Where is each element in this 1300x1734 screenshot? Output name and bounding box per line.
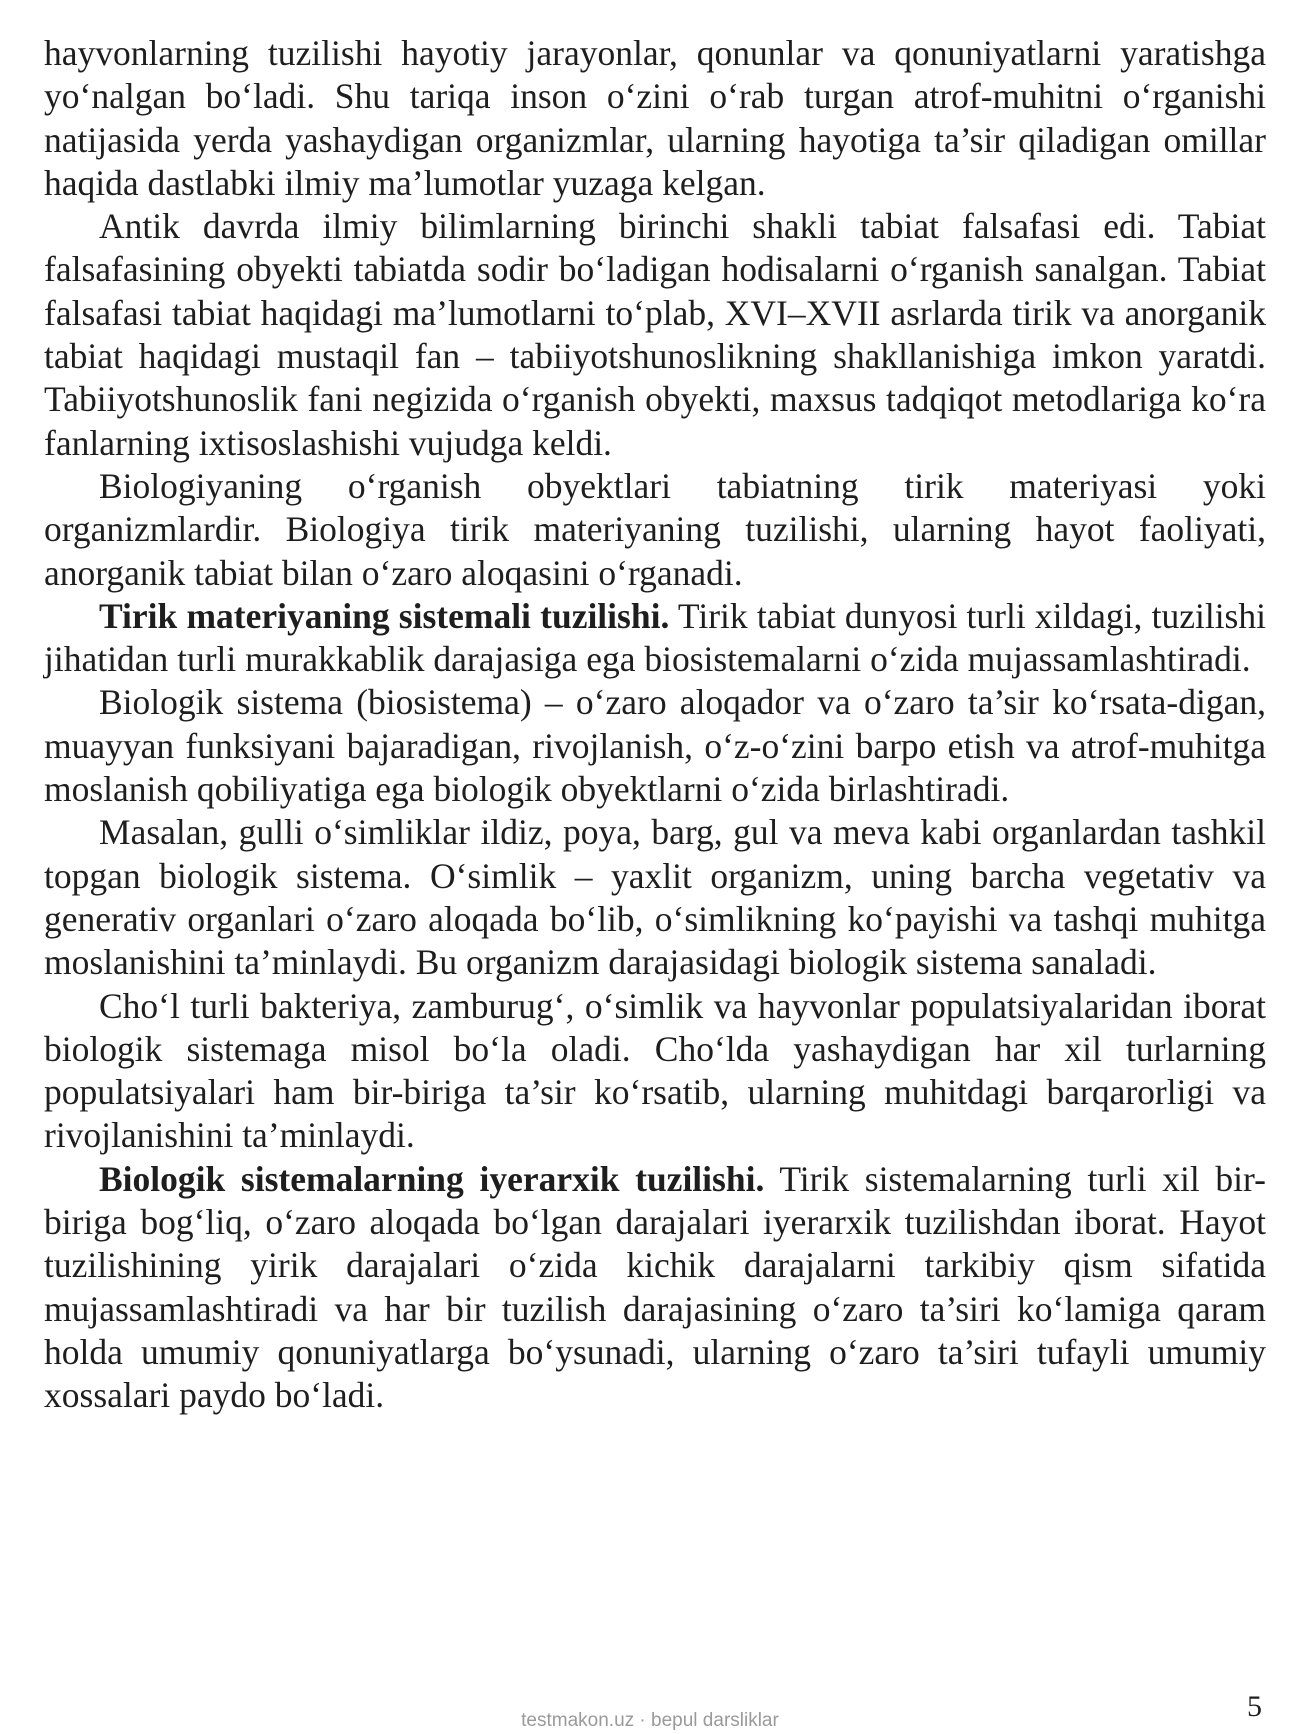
page-body bbox=[44, 32, 1266, 1418]
paragraph-5 bbox=[44, 681, 1266, 811]
paragraph-2 bbox=[44, 205, 1266, 465]
paragraph-8-heading: Biologik sistemalarning iyerarxik tuzilishi. bbox=[99, 1158, 765, 1199]
paragraph-8-text: Tirik sistemalarning turli xil bir-biriga bog‘liq, o‘zaro aloqada bo‘lgan darajalari iyerarxik tuzilishdan iborat. Hayot tuzilishining yirik darajalari o‘zida kichik darajalarni tarkibiy qism sifatida mujassamlashtiradi va har bir tuzilish darajasining o‘zaro ta’siri ko‘lamiga qaram holda umumiy qonuniyatlarga bo‘ysunadi, ularning o‘zaro ta’siri tufayli umumiy xossalari paydo bo‘ladi. bbox=[44, 1158, 1266, 1416]
paragraph-3 bbox=[44, 465, 1266, 595]
paragraph-4-text: Tirik tabiat dunyosi turli xildagi, tuzilishi jihatidan turli murakkablik darajasiga ega biosistemalarni o‘zida mujassamlashtiradi. bbox=[44, 595, 1266, 680]
paragraph-5-text: Biologik sistema (biosistema) – o‘zaro aloqador va o‘zaro ta’sir ko‘rsata-digan, muayyan funksiyani bajaradigan, rivojlanish, o‘z-o‘zini barpo etish va atrof-muhitga moslanish qobiliyatiga ega biologik obyektlarni o‘zida birlashtiradi. bbox=[44, 682, 1266, 810]
paragraph-3-text: Biologiyaning o‘rganish obyektlari tabiatning tirik materiyasi yoki organizmlardir. Biologiya tirik materiyaning tuzilishi, ularning hayot faoliyati, anorganik tabiat bilan o‘zaro aloqasini o‘rganadi. bbox=[44, 465, 1266, 593]
paragraph-4 bbox=[44, 595, 1266, 682]
footer-watermark: testmakon.uz · bepul darsliklar bbox=[521, 1710, 779, 1731]
paragraph-6-text: Masalan, gulli o‘simliklar ildiz, poya, barg, gul va meva kabi organlardan tashkil topgan biologik sistema. O‘simlik – yaxlit organizm, uning barcha vegetativ va generativ organlari o‘zaro aloqada bo‘lib, o‘simlikning ko‘payishi va tashqi muhitga moslanishini ta’minlaydi. Bu organizm darajasidagi biologik sistema sanaladi. bbox=[44, 812, 1266, 983]
paragraph-7-text: Cho‘l turli bakteriya, zamburug‘, o‘simlik va hayvonlar populatsiyalaridan iborat biologik sistemaga misol bo‘la oladi. Cho‘lda yashaydigan har xil turlarning populatsiyalari ham bir-biriga ta’sir ko‘rsatib, ularning muhitdagi barqarorligi va rivojlanishini ta’minlaydi. bbox=[44, 985, 1266, 1156]
paragraph-7 bbox=[44, 985, 1266, 1158]
paragraph-6 bbox=[44, 811, 1266, 984]
paragraph-4-heading: Tirik materiyaning sistemali tuzilishi. bbox=[99, 595, 670, 636]
paragraph-2-text: Antik davrda ilmiy bilimlarning birinchi shakli tabiat falsafasi edi. Tabiat falsafasining obyekti tabiatda sodir bo‘ladigan hodisalarni o‘rganish sanalgan. Tabiat falsafasi tabiat haqidagi ma’lumotlarni to‘plab, XVI–XVII asrlarda tirik va anorganik tabiat haqidagi mustaqil fan – tabiiyotshunoslikning shakllanishiga imkon yaratdi. Tabiiyotshunoslik fani negizida o‘rganish obyekti, maxsus tadqiqot metodlariga ko‘ra fanlarning ixtisoslashishi vujudga keldi. bbox=[44, 206, 1266, 463]
paragraph-1 bbox=[44, 32, 1266, 205]
paragraph-8 bbox=[44, 1158, 1266, 1418]
page-number: 5 bbox=[1247, 1690, 1262, 1723]
paragraph-1-text: hayvonlarning tuzilishi hayotiy jarayonlar, qonunlar va qonuniyatlarni yaratishga yo‘nalgan bo‘ladi. Shu tariqa inson o‘zini o‘rab turgan atrof-muhitni o‘rganishi natijasida yerda yashaydigan organizmlar, ularning hayotiga ta’sir qiladigan omillar haqida dastlabki ilmiy ma’lumotlar yuzaga kelgan. bbox=[44, 33, 1266, 203]
